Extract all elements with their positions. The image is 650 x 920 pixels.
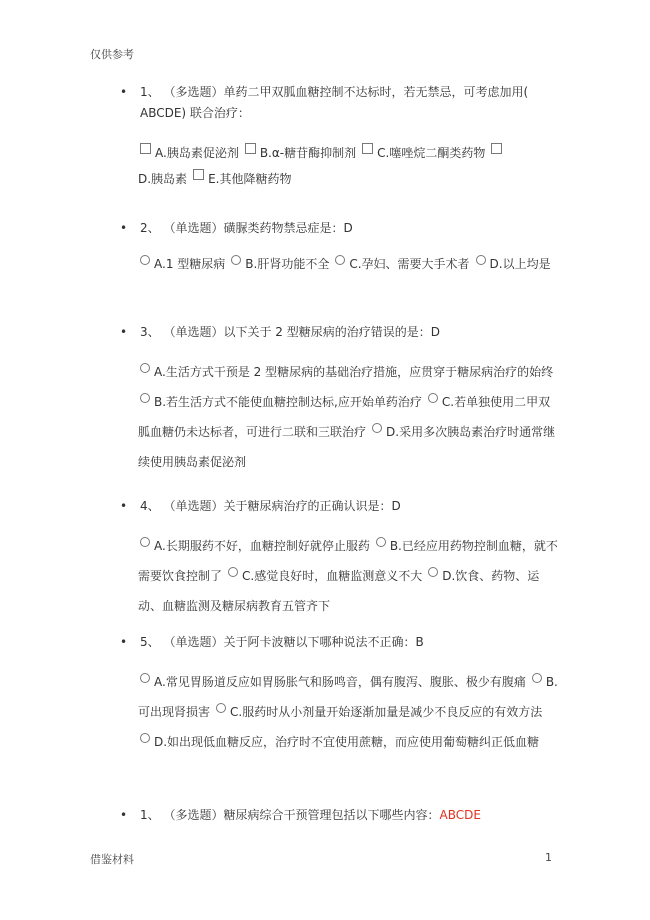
page-header: 仅供参考 (90, 48, 134, 61)
bullet: • (120, 808, 128, 822)
options: A.1 型糖尿病 B.肝肾功能不全 C.孕妇、需要大手术者 D.以上均是 (122, 251, 562, 277)
question-stem: 1、 （多选题）糖尿病综合干预管理包括以下哪些内容：ABCDE (140, 808, 481, 822)
page-number: 1 (545, 851, 552, 864)
radio-a[interactable] (140, 255, 150, 265)
radio-d[interactable] (476, 255, 486, 265)
radio-b[interactable] (231, 255, 241, 265)
radio-a[interactable] (140, 537, 150, 547)
question-stem: 5、 （单选题）关于阿卡波糖以下哪种说法不正确：B (140, 635, 424, 649)
question-5 (122, 632, 562, 757)
checkbox-a[interactable] (140, 143, 151, 154)
question-stem: 4、 （单选题）关于糖尿病治疗的正确认识是：D (140, 499, 401, 513)
bullet: • (120, 499, 128, 513)
options: A.常见胃肠道反应如胃肠胀气和肠鸣音，偶有腹泻、腹胀、极少有腹痛 B.可出现肾损害 C.服药时从小剂量开始逐渐加量是减少不良反应的有效方法D.如出现低血糖反应，治疗时不宜使用蔗糖，而应使用葡萄糖纠正低血糖 (138, 675, 558, 749)
radio-b[interactable] (376, 537, 386, 547)
radio-c[interactable] (216, 703, 226, 713)
question-stem: 1、 （多选题）单药二甲双胍血糖控制不达标时，若无禁忌，可考虑加用( ABCDE) 联合治疗： (140, 85, 529, 120)
checkbox-e[interactable] (193, 169, 204, 180)
bullet: • (120, 635, 128, 649)
question-4 (122, 496, 562, 621)
question-3 (122, 322, 562, 477)
bullet: • (120, 325, 128, 339)
question-6 (122, 805, 562, 826)
bullet: • (120, 221, 128, 235)
options: A.胰岛素促泌剂 B.α-糖苷酶抑制剂 C.噻唑烷二酮类药物 D.胰岛素 E.其他降糖药物 (122, 140, 562, 192)
radio-d[interactable] (372, 423, 382, 433)
radio-d[interactable] (140, 733, 150, 743)
question-stem: 3、 （单选题）以下关于 2 型糖尿病的治疗错误的是：D (140, 325, 440, 339)
radio-b[interactable] (532, 673, 542, 683)
checkbox-d[interactable] (491, 143, 502, 154)
radio-a[interactable] (140, 363, 150, 373)
question-1 (122, 82, 562, 192)
radio-c[interactable] (335, 255, 345, 265)
radio-c[interactable] (428, 393, 438, 403)
options: A.长期服药不好，血糖控制好就停止服药 B.已经应用药物控制血糖，就不需要饮食控制了 C.感觉良好时，血糖监测意义不大 D.饮食、药物、运动、血糖监测及糖尿病教育五管齐下 (138, 539, 558, 613)
page-footer: 借鉴材料 (90, 853, 134, 866)
radio-b[interactable] (140, 393, 150, 403)
options: A.生活方式干预是 2 型糖尿病的基础治疗措施，应贯穿于糖尿病治疗的始终B.若生活方式不能使血糖控制达标,应开始单药治疗 C.若单独使用二甲双胍血糖仍未达标者，可进行二联和三联治疗 D.采用多次胰岛素治疗时通常继续使用胰岛素促泌剂 (138, 365, 556, 469)
radio-c[interactable] (228, 567, 238, 577)
checkbox-b[interactable] (245, 143, 256, 154)
bullet: • (120, 85, 128, 99)
answer-text: ABCDE (439, 808, 481, 822)
radio-d[interactable] (428, 567, 438, 577)
question-stem: 2、 （单选题）磺脲类药物禁忌症是：D (140, 221, 353, 235)
radio-a[interactable] (140, 673, 150, 683)
checkbox-c[interactable] (362, 143, 373, 154)
question-2 (122, 218, 562, 277)
